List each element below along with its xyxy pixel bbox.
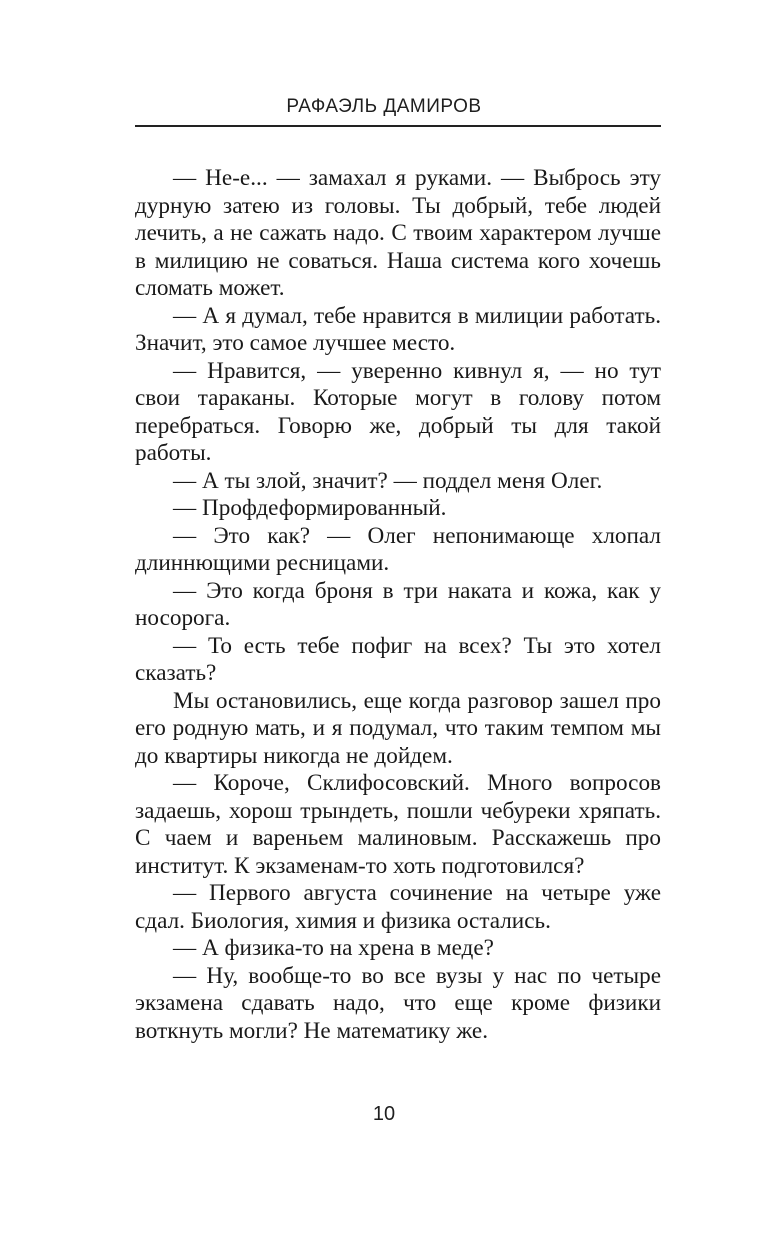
paragraph: — Это как? — Олег непонимающе хлопал длиннющими ресницами.	[135, 522, 661, 576]
paragraph: — А физика-то на хрена в меде?	[173, 935, 494, 961]
header-divider	[135, 125, 661, 127]
paragraph: — Первого августа сочинение на четыре уже сдал. Биология, химия и физика остались.	[135, 880, 661, 934]
paragraph: — Нравится, — уверенно кивнул я, — но тут свои тараканы. Которые могут в голову потом перебраться. Говорю же, добрый ты для такой работы.	[135, 357, 661, 466]
paragraph: Мы остановились, еще когда разговор зашел про его родную мать, и я подумал, что таким темпом мы до квартиры никогда не дойдем.	[135, 687, 661, 769]
paragraph: — Короче, Склифосовский. Много вопросов задаешь, хорош трындеть, пошли чебуреки хряпать. С чаем и вареньем малиновым. Расскажешь про институт. К экзаменам-то хоть подготовился?	[135, 770, 661, 879]
paragraph: — Это когда броня в три наката и кожа, как у носорога.	[135, 577, 661, 631]
body-text	[135, 165, 661, 1045]
paragraph: — Профдеформированный.	[173, 495, 447, 521]
page-number: 10	[372, 1103, 396, 1125]
running-title: РАФАЭЛЬ ДАМИРОВ	[286, 96, 482, 117]
paragraph: — А я думал, тебе нравится в милиции работать. Значит, это самое лучшее место.	[135, 302, 661, 356]
paragraph: — А ты злой, значит? — поддел меня Олег.	[173, 467, 603, 494]
paragraph: — Ну, вообще-то во все вузы у нас по четыре экзамена сдавать надо, что еще кроме физики воткнуть могли? Не математику же.	[135, 962, 661, 1044]
paragraph: — То есть тебе пофиг на всех? Ты это хотел сказать?	[135, 632, 661, 686]
paragraph: — Не-е... — замахал я руками. — Выбрось эту дурную затею из головы. Ты добрый, тебе людей лечить, а не сажать надо. С твоим характером лучше в милицию не соваться. Наша система кого хочешь сломать может.	[135, 165, 661, 301]
